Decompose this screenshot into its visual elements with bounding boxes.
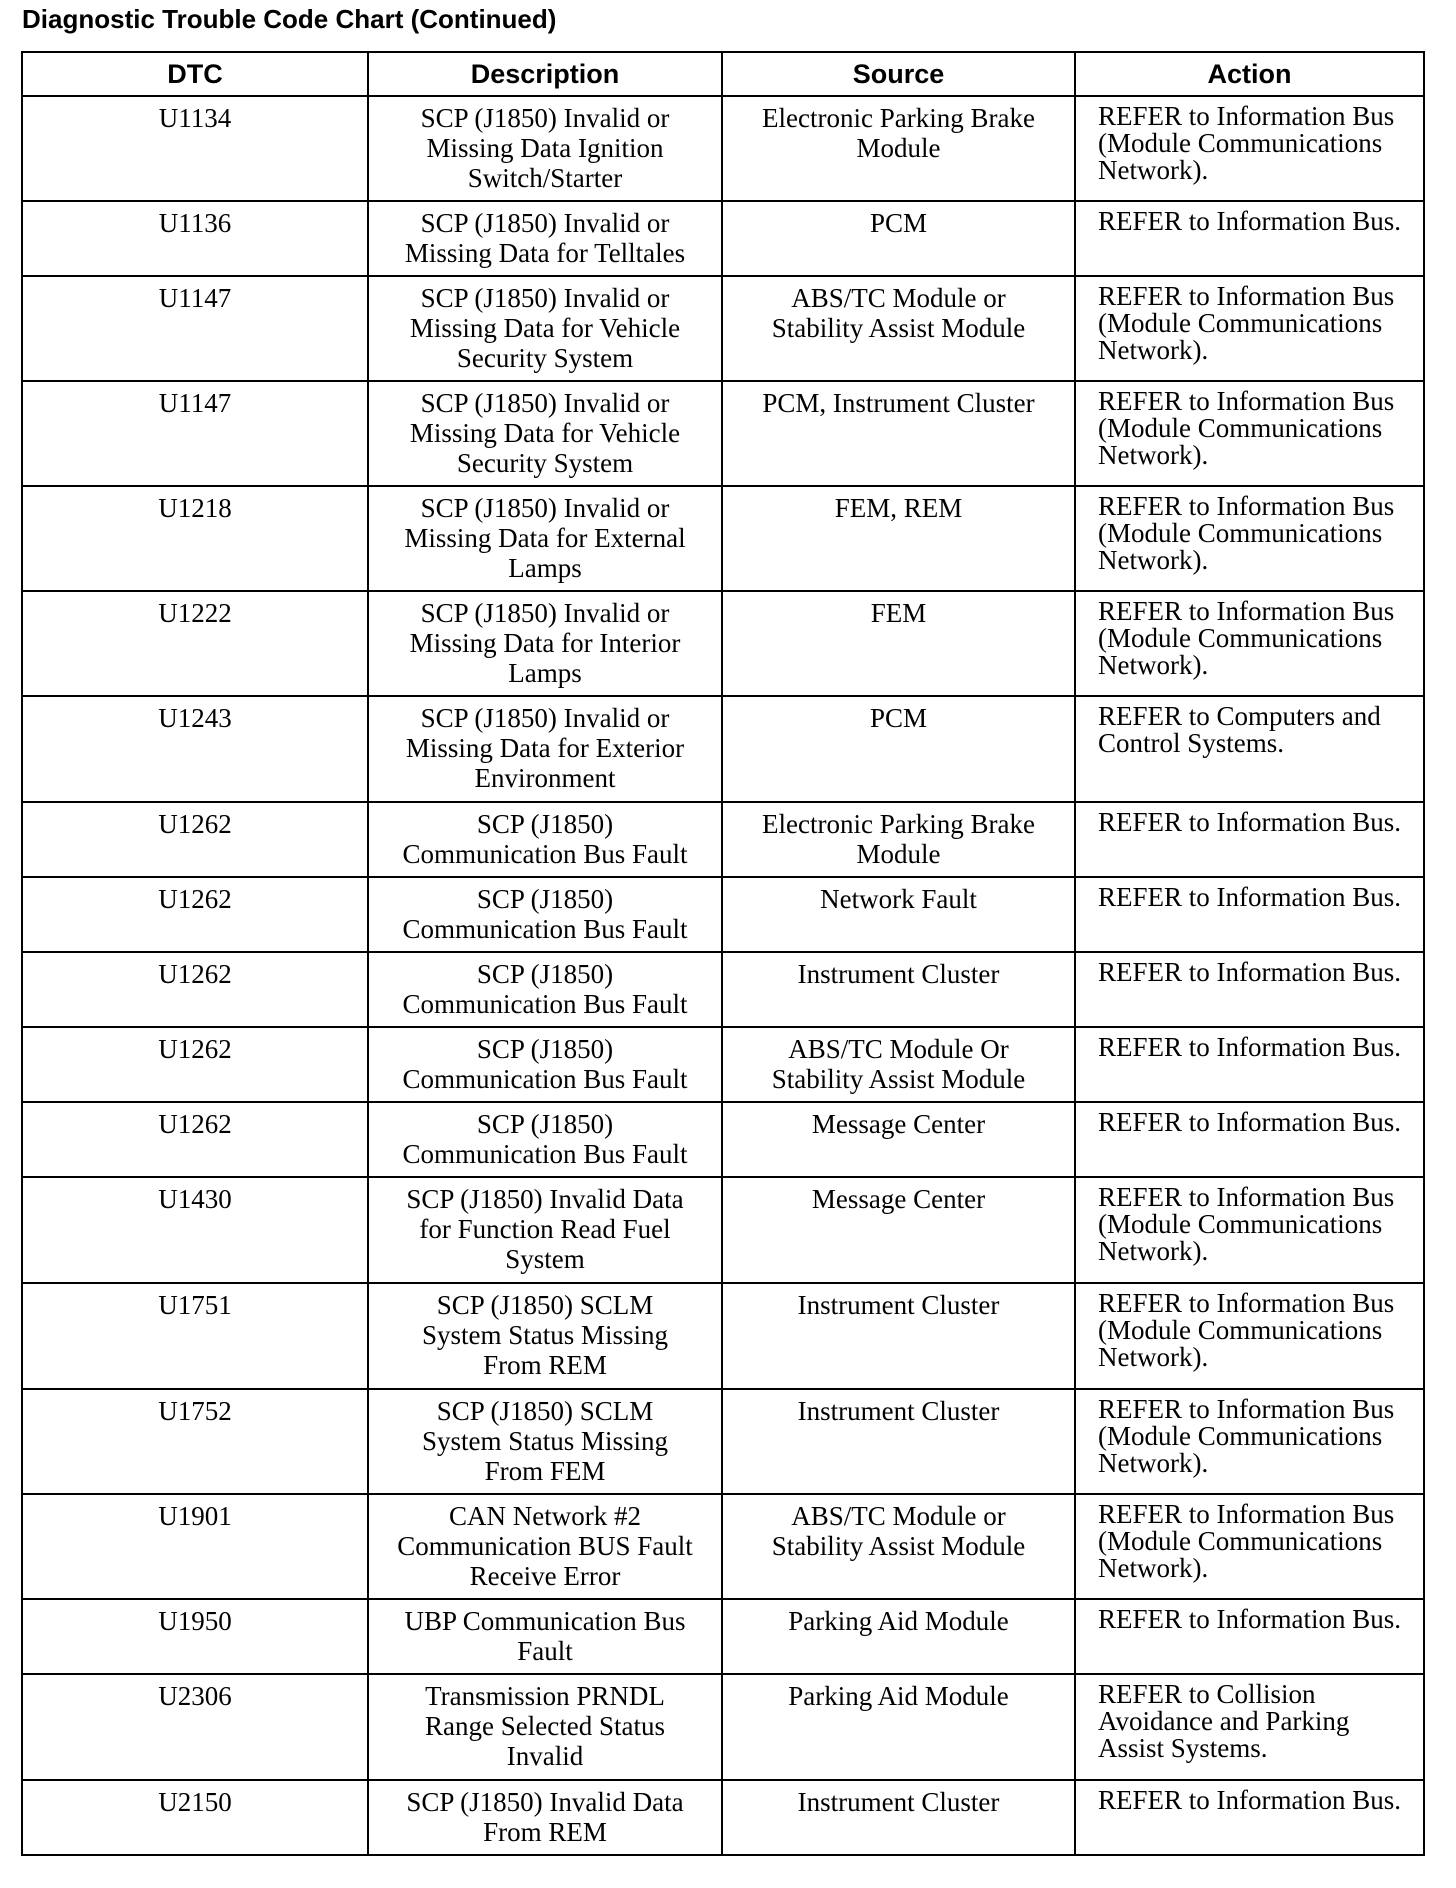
description-cell: [368, 201, 722, 276]
source-cell: [722, 276, 1075, 381]
description-cell-text: SCP (J1850) SCLM System Status Missing From FEM: [421, 1396, 669, 1486]
description-cell: [368, 1177, 722, 1283]
action-cell: [1075, 591, 1424, 696]
description-cell: [368, 276, 722, 381]
source-cell-text: PCM: [869, 703, 928, 733]
action-cell-text: REFER to Computers and Control Systems.: [1098, 701, 1381, 758]
dtc-cell: [22, 1283, 368, 1389]
description-cell-text: SCP (J1850) Invalid or Missing Data for Exterior Environment: [405, 703, 685, 793]
table-row: [22, 952, 1424, 1027]
source-cell: [722, 591, 1075, 696]
dtc-cell: [22, 276, 368, 381]
source-cell-text: Message Center: [811, 1184, 986, 1214]
dtc-cell: [22, 381, 368, 486]
header-dtc: DTC: [22, 52, 368, 96]
action-cell: [1075, 486, 1424, 591]
action-cell: [1075, 1599, 1424, 1674]
description-cell: [368, 696, 722, 802]
table-body: [22, 96, 1424, 1855]
action-cell-text: REFER to Information Bus.: [1098, 807, 1401, 837]
description-cell-text: SCP (J1850) Invalid or Missing Data for Telltales: [404, 208, 686, 268]
dtc-cell-text: U1901: [158, 1501, 232, 1531]
dtc-cell-text: U1751: [158, 1290, 232, 1320]
description-cell-text: SCP (J1850) Communication Bus Fault: [402, 959, 688, 1019]
header-source: Source: [722, 52, 1075, 96]
action-cell: [1075, 1027, 1424, 1102]
action-cell: [1075, 381, 1424, 486]
description-cell-text: SCP (J1850) Communication Bus Fault: [402, 1109, 688, 1169]
dtc-cell: [22, 802, 368, 877]
description-cell: [368, 1674, 722, 1780]
source-cell-text: ABS/TC Module Or Stability Assist Module: [771, 1034, 1026, 1094]
dtc-cell-text: U2150: [158, 1787, 232, 1817]
source-cell: [722, 1102, 1075, 1177]
source-cell-text: Instrument Cluster: [797, 1290, 1000, 1320]
table-row: [22, 1102, 1424, 1177]
action-cell: [1075, 1102, 1424, 1177]
table-row: [22, 1780, 1424, 1855]
action-cell: [1075, 201, 1424, 276]
source-cell-text: Instrument Cluster: [797, 1396, 1000, 1426]
description-cell: [368, 952, 722, 1027]
dtc-cell: [22, 1494, 368, 1599]
action-cell: [1075, 952, 1424, 1027]
description-cell-text: SCP (J1850) Invalid or Missing Data for Vehicle Security System: [409, 283, 681, 373]
source-cell-text: FEM, REM: [834, 493, 963, 523]
description-cell-text: CAN Network #2 Communication BUS Fault Receive Error: [397, 1501, 693, 1591]
dtc-cell: [22, 1177, 368, 1283]
description-cell-text: SCP (J1850) Invalid or Missing Data Ignition Switch/Starter: [420, 103, 670, 193]
table-row: [22, 1599, 1424, 1674]
dtc-cell-text: U1262: [158, 884, 232, 914]
source-cell: [722, 1389, 1075, 1494]
action-cell: [1075, 877, 1424, 952]
action-cell: [1075, 276, 1424, 381]
dtc-cell: [22, 1027, 368, 1102]
action-cell-text: REFER to Information Bus (Module Communications Network).: [1098, 1182, 1395, 1266]
description-cell: [368, 1599, 722, 1674]
dtc-cell: [22, 877, 368, 952]
source-cell: [722, 1177, 1075, 1283]
action-cell-text: REFER to Information Bus.: [1098, 1785, 1401, 1815]
dtc-cell-text: U1752: [158, 1396, 232, 1426]
action-cell-text: REFER to Information Bus.: [1098, 882, 1401, 912]
action-cell-text: REFER to Information Bus (Module Communications Network).: [1098, 1288, 1395, 1372]
action-cell-text: REFER to Information Bus.: [1098, 1107, 1401, 1137]
description-cell: [368, 1780, 722, 1855]
action-cell: [1075, 1389, 1424, 1494]
table-row: [22, 96, 1424, 201]
action-cell-text: REFER to Collision Avoidance and Parking Assist Systems.: [1098, 1679, 1350, 1763]
source-cell: [722, 1599, 1075, 1674]
table-row: [22, 1389, 1424, 1494]
description-cell: [368, 381, 722, 486]
dtc-cell: [22, 696, 368, 802]
source-cell: [722, 381, 1075, 486]
dtc-cell-text: U1147: [158, 388, 232, 418]
description-cell: [368, 96, 722, 201]
source-cell-text: Instrument Cluster: [797, 959, 1000, 989]
dtc-cell-text: U1950: [158, 1606, 232, 1636]
page-title: Diagnostic Trouble Code Chart (Continued): [22, 4, 557, 34]
table-row: [22, 276, 1424, 381]
dtc-cell: [22, 486, 368, 591]
header-action: Action: [1075, 52, 1424, 96]
source-cell-text: Message Center: [811, 1109, 986, 1139]
source-cell-text: Parking Aid Module: [788, 1606, 1009, 1636]
dtc-cell: [22, 1780, 368, 1855]
dtc-cell: [22, 952, 368, 1027]
action-cell-text: REFER to Information Bus.: [1098, 206, 1401, 236]
table-row: [22, 802, 1424, 877]
source-cell-text: Network Fault: [820, 884, 977, 914]
action-cell: [1075, 802, 1424, 877]
dtc-cell: [22, 1674, 368, 1780]
source-cell-text: ABS/TC Module or Stability Assist Module: [771, 1501, 1026, 1561]
dtc-table: [21, 51, 1425, 1856]
description-cell: [368, 1283, 722, 1389]
source-cell-text: FEM: [870, 598, 927, 628]
source-cell: [722, 1283, 1075, 1389]
action-cell: [1075, 696, 1424, 802]
dtc-cell-text: U1243: [158, 703, 232, 733]
action-cell-text: REFER to Information Bus (Module Communications Network).: [1098, 101, 1395, 185]
description-cell: [368, 802, 722, 877]
action-cell-text: REFER to Information Bus (Module Communications Network).: [1098, 491, 1395, 575]
table-row: [22, 1283, 1424, 1389]
source-cell-text: ABS/TC Module or Stability Assist Module: [771, 283, 1026, 343]
dtc-cell-text: U1136: [158, 208, 232, 238]
dtc-cell-text: U1262: [158, 1034, 232, 1064]
source-cell-text: Electronic Parking Brake Module: [762, 809, 1035, 869]
header-description: Description: [368, 52, 722, 96]
dtc-cell-text: U1262: [158, 1109, 232, 1139]
table-header-row: [22, 52, 1424, 96]
source-cell: [722, 1494, 1075, 1599]
description-cell: [368, 1027, 722, 1102]
description-cell-text: UBP Communication Bus Fault: [404, 1606, 686, 1666]
description-cell-text: SCP (J1850) SCLM System Status Missing From REM: [421, 1290, 669, 1380]
description-cell-text: SCP (J1850) Communication Bus Fault: [402, 884, 688, 944]
source-cell: [722, 201, 1075, 276]
source-cell-text: Parking Aid Module: [788, 1681, 1009, 1711]
source-cell: [722, 1780, 1075, 1855]
source-cell: [722, 877, 1075, 952]
dtc-cell: [22, 591, 368, 696]
description-cell-text: SCP (J1850) Invalid Data From REM: [406, 1787, 684, 1847]
description-cell: [368, 877, 722, 952]
dtc-cell-text: U1134: [158, 103, 232, 133]
dtc-cell-text: U1430: [158, 1184, 232, 1214]
dtc-cell: [22, 96, 368, 201]
description-cell-text: SCP (J1850) Communication Bus Fault: [402, 1034, 688, 1094]
source-cell-text: Instrument Cluster: [797, 1787, 1000, 1817]
source-cell: [722, 952, 1075, 1027]
source-cell-text: Electronic Parking Brake Module: [762, 103, 1035, 163]
dtc-cell: [22, 1389, 368, 1494]
description-cell: [368, 591, 722, 696]
dtc-cell-text: U1218: [158, 493, 232, 523]
source-cell: [722, 96, 1075, 201]
action-cell: [1075, 1177, 1424, 1283]
dtc-cell-text: U1262: [158, 959, 232, 989]
action-cell: [1075, 1494, 1424, 1599]
description-cell-text: SCP (J1850) Invalid or Missing Data for External Lamps: [404, 493, 686, 583]
source-cell-text: PCM: [869, 208, 928, 238]
action-cell-text: REFER to Information Bus.: [1098, 957, 1401, 987]
table-row: [22, 486, 1424, 591]
table-row: [22, 1494, 1424, 1599]
description-cell-text: SCP (J1850) Communication Bus Fault: [402, 809, 688, 869]
table-row: [22, 1674, 1424, 1780]
source-cell: [722, 802, 1075, 877]
table-row: [22, 381, 1424, 486]
table-row: [22, 201, 1424, 276]
source-cell: [722, 486, 1075, 591]
source-cell: [722, 696, 1075, 802]
source-cell: [722, 1027, 1075, 1102]
table-row: [22, 877, 1424, 952]
action-cell-text: REFER to Information Bus.: [1098, 1032, 1401, 1062]
description-cell-text: SCP (J1850) Invalid Data for Function Read Fuel System: [406, 1184, 684, 1274]
action-cell: [1075, 1283, 1424, 1389]
action-cell: [1075, 1674, 1424, 1780]
description-cell-text: SCP (J1850) Invalid or Missing Data for Interior Lamps: [409, 598, 681, 688]
description-cell: [368, 486, 722, 591]
description-cell: [368, 1102, 722, 1177]
description-cell-text: SCP (J1850) Invalid or Missing Data for Vehicle Security System: [409, 388, 681, 478]
table-row: [22, 1177, 1424, 1283]
action-cell-text: REFER to Information Bus (Module Communications Network).: [1098, 281, 1395, 365]
dtc-cell: [22, 1102, 368, 1177]
dtc-cell: [22, 201, 368, 276]
action-cell: [1075, 96, 1424, 201]
action-cell: [1075, 1780, 1424, 1855]
dtc-cell: [22, 1599, 368, 1674]
action-cell-text: REFER to Information Bus (Module Communications Network).: [1098, 1499, 1395, 1583]
dtc-cell-text: U1147: [158, 283, 232, 313]
dtc-cell-text: U2306: [158, 1681, 232, 1711]
description-cell-text: Transmission PRNDL Range Selected Status Invalid: [425, 1681, 665, 1771]
description-cell: [368, 1389, 722, 1494]
table-row: [22, 1027, 1424, 1102]
source-cell-text: PCM, Instrument Cluster: [762, 388, 1035, 418]
action-cell-text: REFER to Information Bus (Module Communications Network).: [1098, 386, 1395, 470]
action-cell-text: REFER to Information Bus.: [1098, 1604, 1401, 1634]
action-cell-text: REFER to Information Bus (Module Communications Network).: [1098, 596, 1395, 680]
description-cell: [368, 1494, 722, 1599]
table-row: [22, 696, 1424, 802]
action-cell-text: REFER to Information Bus (Module Communications Network).: [1098, 1394, 1395, 1478]
dtc-cell-text: U1222: [158, 598, 232, 628]
dtc-cell-text: U1262: [158, 809, 232, 839]
source-cell: [722, 1674, 1075, 1780]
table-row: [22, 591, 1424, 696]
